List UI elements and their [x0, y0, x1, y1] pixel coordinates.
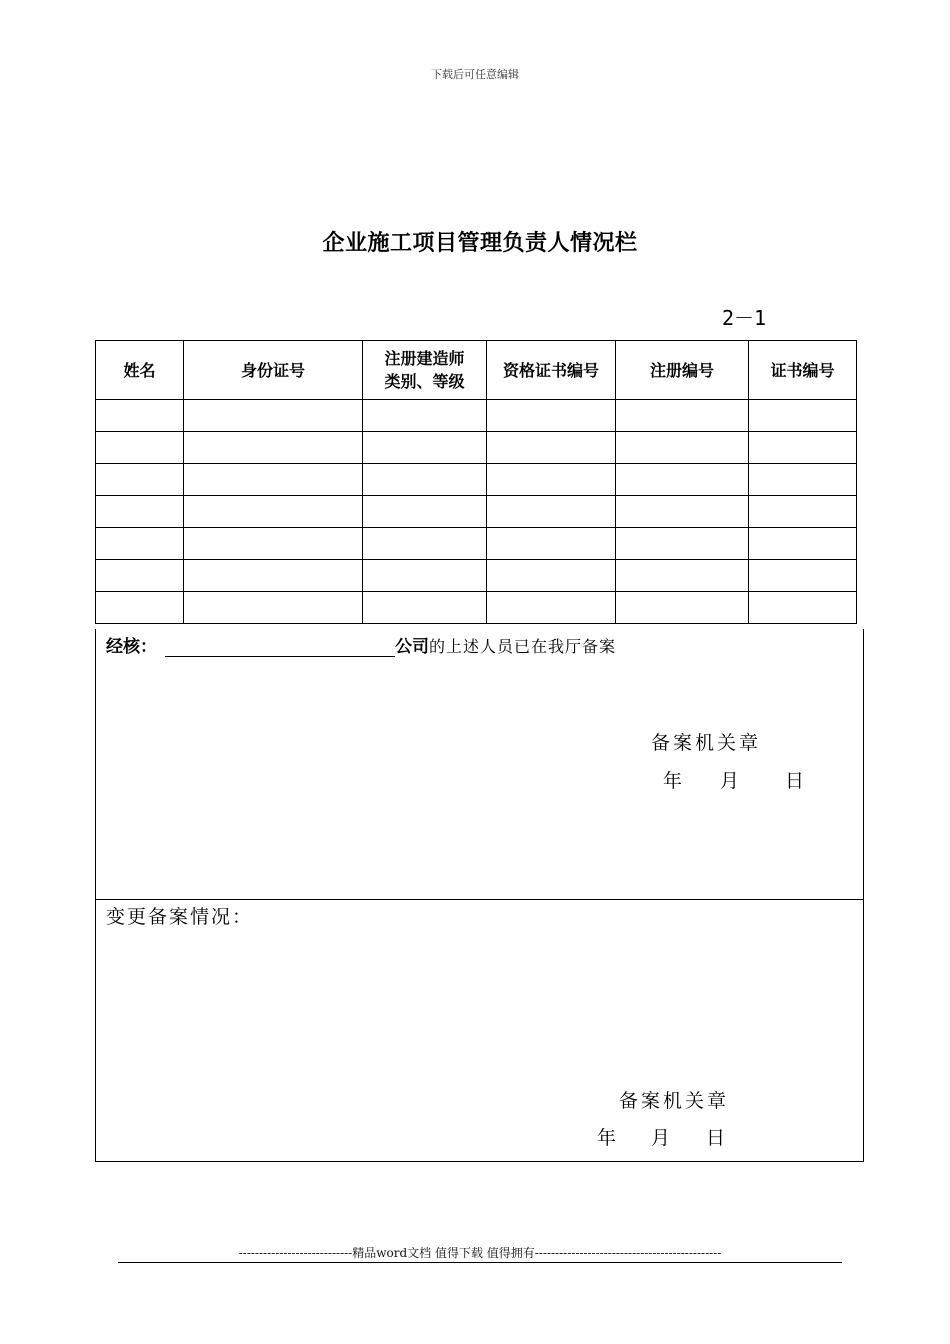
- form-number: 2－1: [722, 306, 767, 330]
- table-cell[interactable]: [96, 496, 184, 528]
- table-cell[interactable]: [184, 560, 363, 592]
- approval-statement-text: 的上述人员已在我厅备案: [429, 637, 617, 656]
- change-date: [597, 1123, 725, 1150]
- header-certificate-no: 证书编号: [749, 341, 857, 400]
- table-cell[interactable]: [487, 432, 616, 464]
- approval-box: [95, 629, 864, 900]
- approval-date-month: 月: [720, 770, 740, 792]
- table-cell[interactable]: [749, 560, 857, 592]
- table-cell[interactable]: [487, 400, 616, 432]
- approval-label: 经核：: [106, 637, 157, 657]
- table-cell[interactable]: [616, 400, 749, 432]
- table-header-row: [96, 341, 857, 400]
- table-cell[interactable]: [616, 560, 749, 592]
- table-cell[interactable]: [616, 464, 749, 496]
- table-cell[interactable]: [749, 400, 857, 432]
- approval-date: [663, 766, 804, 793]
- table-cell[interactable]: [487, 560, 616, 592]
- personnel-table: [95, 340, 857, 624]
- company-name-field[interactable]: [165, 638, 395, 657]
- table-cell[interactable]: [487, 592, 616, 624]
- table-row: [96, 432, 857, 464]
- table-cell[interactable]: [749, 592, 857, 624]
- approval-company: 公司: [395, 637, 429, 657]
- table-cell[interactable]: [184, 400, 363, 432]
- table-cell[interactable]: [363, 560, 487, 592]
- table-cell[interactable]: [363, 592, 487, 624]
- change-date-month: 月: [651, 1127, 671, 1149]
- table-cell[interactable]: [749, 496, 857, 528]
- approval-date-day: 日: [785, 770, 805, 792]
- table-cell[interactable]: [363, 528, 487, 560]
- table-cell[interactable]: [363, 432, 487, 464]
- table-row: [96, 464, 857, 496]
- table-cell[interactable]: [749, 528, 857, 560]
- table-cell[interactable]: [487, 464, 616, 496]
- table-cell[interactable]: [616, 528, 749, 560]
- table-cell[interactable]: [184, 592, 363, 624]
- table-row: [96, 592, 857, 624]
- table-row: [96, 528, 857, 560]
- table-cell[interactable]: [363, 496, 487, 528]
- change-date-year: 年: [597, 1127, 617, 1149]
- header-note: 下载后可任意编辑: [431, 68, 519, 81]
- header-qualification-cert-no: 资格证书编号: [487, 341, 616, 400]
- page-title: 企业施工项目管理负责人情况栏: [322, 231, 638, 256]
- header-name: 姓名: [96, 341, 184, 400]
- table-cell[interactable]: [487, 528, 616, 560]
- change-label: 变更备案情况：: [106, 906, 254, 928]
- table-row: [96, 560, 857, 592]
- table-cell[interactable]: [487, 496, 616, 528]
- footer-rule: [118, 1262, 842, 1263]
- table-cell[interactable]: [616, 432, 749, 464]
- table-cell[interactable]: [184, 432, 363, 464]
- change-box: [95, 899, 864, 1162]
- table-cell[interactable]: [749, 464, 857, 496]
- table-cell[interactable]: [749, 432, 857, 464]
- table-cell[interactable]: [96, 560, 184, 592]
- table-row: [96, 496, 857, 528]
- table-cell[interactable]: [96, 528, 184, 560]
- approval-stamp-label: 备案机关章: [651, 732, 762, 754]
- change-stamp-label: 备案机关章: [619, 1090, 730, 1112]
- table-cell[interactable]: [96, 400, 184, 432]
- header-id-number: 身份证号: [184, 341, 363, 400]
- table-cell[interactable]: [363, 400, 487, 432]
- header-registration-no: 注册编号: [616, 341, 749, 400]
- table-cell[interactable]: [184, 496, 363, 528]
- table-cell[interactable]: [616, 592, 749, 624]
- table-cell[interactable]: [363, 464, 487, 496]
- table-cell[interactable]: [96, 592, 184, 624]
- table-cell[interactable]: [616, 496, 749, 528]
- footer-note: ----------------------------精品word文档 值得下载 值得拥有----------------------------------------------: [238, 1246, 722, 1260]
- approval-date-year: 年: [663, 770, 683, 792]
- approval-statement: [106, 632, 616, 657]
- table-cell[interactable]: [184, 528, 363, 560]
- table-cell[interactable]: [96, 464, 184, 496]
- header-registered-constructor: 注册建造师 类别、等级: [363, 341, 487, 400]
- table-cell[interactable]: [96, 432, 184, 464]
- table-cell[interactable]: [184, 464, 363, 496]
- change-date-day: 日: [706, 1127, 726, 1149]
- table-row: [96, 400, 857, 432]
